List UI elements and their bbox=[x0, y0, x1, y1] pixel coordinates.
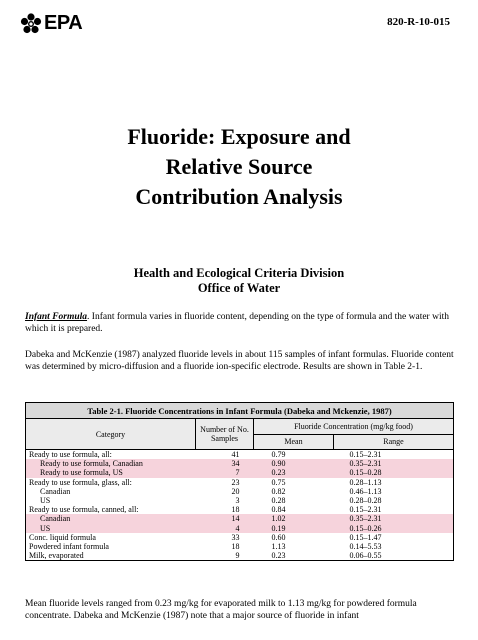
range-cell: 0.15–0.26 bbox=[334, 524, 454, 533]
paragraph-infant-formula bbox=[25, 312, 455, 335]
range-cell: 0.06–0.55 bbox=[334, 551, 454, 561]
table-row bbox=[26, 450, 454, 460]
range-cell: 0.28–0.28 bbox=[334, 496, 454, 505]
range-cell: 0.14–5.53 bbox=[334, 542, 454, 551]
samples-cell: 3 bbox=[235, 496, 240, 506]
paragraph-dabeka: Dabeka and McKenzie (1987) analyzed fluoride levels in about 115 samples of infant formulas. Fluoride content was determined by micro-diffusion and a fluoride ion-specific electrode. Results are shown in Table 2-1. bbox=[25, 350, 454, 372]
document-title bbox=[0, 122, 478, 212]
epa-flower-icon bbox=[20, 13, 42, 35]
table-row bbox=[26, 551, 454, 561]
samples-cell: 7 bbox=[196, 468, 254, 477]
table-row bbox=[26, 542, 454, 551]
paragraph-mean-levels: Mean fluoride levels ranged from 0.23 mg/kg for evaporated milk to 1.13 mg/kg for powdered formula concentrate. Dabeka and McKenzie (1987) note that a major source of fluoride in infant bbox=[25, 599, 417, 621]
category-cell: Ready to use formula, US bbox=[26, 468, 196, 477]
category-cell: Ready to use formula, Canadian bbox=[26, 459, 196, 468]
run-in-heading: Infant Formula bbox=[25, 312, 88, 322]
mean-cell: 0.90 bbox=[254, 459, 334, 468]
table-row bbox=[26, 533, 454, 542]
range-cell: 0.46–1.13 bbox=[334, 487, 454, 496]
table-body bbox=[26, 450, 454, 561]
title-line-1: Fluoride: Exposure and bbox=[127, 124, 351, 149]
samples-cell: 41 bbox=[196, 450, 254, 460]
table-row bbox=[26, 514, 454, 523]
range-cell: 0.15–2.31 bbox=[334, 450, 454, 460]
paragraph-text: . Infant formula varies in fluoride content, depending on the type of formula and the water with which it is prepared. bbox=[25, 312, 449, 334]
table-caption: Table 2-1. Fluoride Concentrations in Infant Formula (Dabeka and Mckenzie, 1987) bbox=[26, 403, 454, 419]
range-cell: 0.35–2.31 bbox=[334, 514, 454, 523]
mean-cell: 0.23 bbox=[254, 551, 334, 561]
range-cell: 0.35–2.31 bbox=[334, 459, 454, 468]
mean-cell: 0.84 bbox=[271, 505, 286, 515]
fluoride-table bbox=[25, 402, 453, 561]
range-cell: 0.15–0.28 bbox=[334, 468, 454, 477]
samples-cell: 34 bbox=[196, 459, 254, 468]
mean-cell: 0.79 bbox=[254, 450, 334, 460]
division-line-2: Office of Water bbox=[197, 281, 281, 295]
header-category: Category bbox=[26, 419, 196, 450]
mean-cell: 1.13 bbox=[271, 542, 286, 552]
table-row bbox=[26, 524, 454, 533]
category-cell: Milk, evaporated bbox=[26, 551, 196, 561]
category-cell: Canadian bbox=[26, 514, 196, 523]
category-cell: US bbox=[26, 524, 196, 533]
table-row bbox=[26, 459, 454, 468]
header-mean: Mean bbox=[254, 434, 334, 450]
division-line-1: Health and Ecological Criteria Division bbox=[133, 266, 345, 280]
range-cell: 0.15–2.31 bbox=[334, 505, 454, 514]
mean-cell: 0.23 bbox=[254, 468, 334, 477]
category-cell: US bbox=[26, 496, 196, 505]
header-samples: Number of No. Samples bbox=[196, 419, 254, 450]
table-row bbox=[26, 478, 454, 487]
mean-cell: 0.75 bbox=[271, 477, 286, 487]
category-cell: Powdered infant formula bbox=[26, 542, 196, 551]
title-line-3: Contribution Analysis bbox=[135, 184, 343, 209]
range-cell: 0.28–1.13 bbox=[334, 478, 454, 487]
samples-cell: 20 bbox=[231, 486, 240, 496]
samples-cell: 18 bbox=[231, 542, 240, 552]
document-number: 820-R-10-015 bbox=[387, 16, 450, 28]
table-row bbox=[26, 487, 454, 496]
samples-cell: 9 bbox=[196, 551, 254, 561]
range-cell: 0.15–1.47 bbox=[334, 533, 454, 542]
category-cell: Conc. liquid formula bbox=[26, 533, 196, 542]
category-cell: Ready to use formula, glass, all: bbox=[26, 478, 196, 487]
division-heading bbox=[0, 266, 478, 296]
samples-cell: 18 bbox=[231, 505, 240, 515]
table-row bbox=[26, 496, 454, 505]
mean-cell: 0.82 bbox=[271, 486, 286, 496]
epa-logo bbox=[20, 12, 82, 35]
mean-cell: 1.02 bbox=[254, 514, 334, 523]
category-cell: Ready to use formula, canned, all: bbox=[26, 505, 196, 514]
category-cell: Canadian bbox=[26, 487, 196, 496]
header-concentration: Fluoride Concentration (mg/kg food) bbox=[254, 419, 454, 435]
samples-cell: 4 bbox=[196, 524, 254, 533]
samples-cell: 23 bbox=[231, 477, 240, 487]
header-range: Range bbox=[334, 434, 454, 450]
mean-cell: 0.28 bbox=[271, 496, 286, 506]
category-cell: Ready to use formula, all: bbox=[26, 450, 196, 460]
title-line-2: Relative Source bbox=[165, 154, 313, 179]
samples-cell: 33 bbox=[231, 532, 240, 542]
mean-cell: 0.19 bbox=[254, 524, 334, 533]
table-row bbox=[26, 468, 454, 477]
logo-text: EPA bbox=[44, 12, 83, 34]
samples-cell: 14 bbox=[196, 514, 254, 523]
mean-cell: 0.60 bbox=[271, 532, 286, 542]
table-row bbox=[26, 505, 454, 514]
